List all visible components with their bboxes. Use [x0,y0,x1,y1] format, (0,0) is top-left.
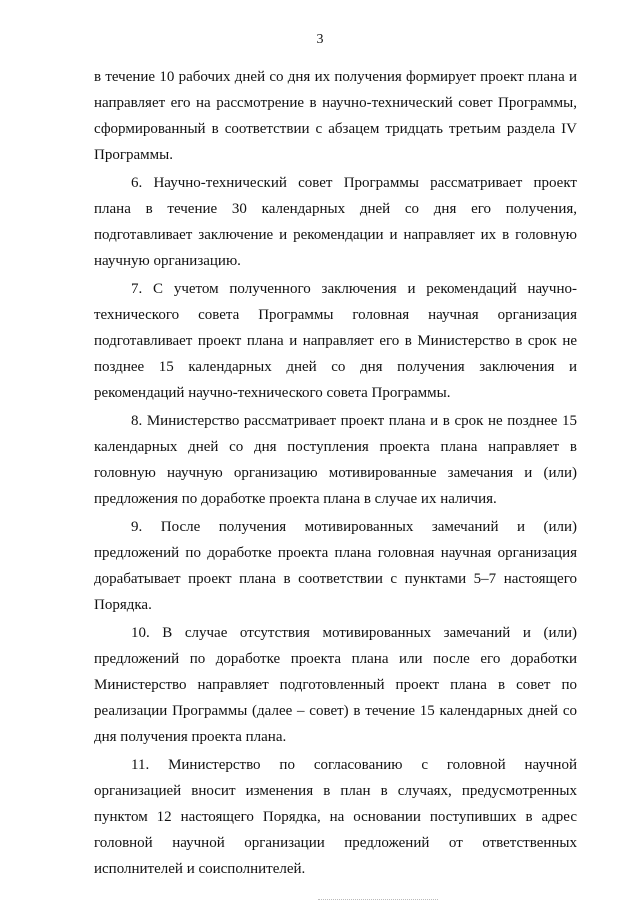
paragraph-item-11: 11. Министерство по согласованию с головной научной организацией вносит изменения в план в случаях, предусмотренных пунктом 12 настоящего Порядка, на основании поступивших в адрес головной научной организации предложений от ответственных исполнителей и соисполнителей. [94,757,577,877]
paragraph-item-6: 6. Научно-технический совет Программы рассматривает проект плана в течение 30 календарных дней со дня его получения, подготавливает заключение и рекомендации и направляет их в головную научную организацию. [94,175,577,269]
page-number: 3 [316,32,324,47]
paragraph-item-8: 8. Министерство рассматривает проект плана и в срок не позднее 15 календарных дней со дня поступления проекта плана направляет в головную научную организацию мотивированные замечания и (или) предложения по доработке проекта плана в случае их наличия. [94,413,577,507]
document-body [94,64,577,882]
paragraph-item-9: 9. После получения мотивированных замечаний и (или) предложений по доработке проекта плана головная научная организация дорабатывает проект плана в соответствии с пунктами 5–7 настоящего Порядка. [94,519,577,613]
paragraph-item-10: 10. В случае отсутствия мотивированных замечаний и (или) предложений по доработке проекта плана или после его доработки Министерство направляет подготовленный проект плана в совет по реализации Программы (далее – совет) в течение 15 календарных дней со дня получения проекта плана. [94,625,577,745]
paragraph-item-7: 7. С учетом полученного заключения и рекомендаций научно-технического совета Программы головная научная организация подготавливает проект плана и направляет его в Министерство в срок не позднее 15 календарных дней со дня получения заключения и рекомендаций научно-технического совета Программы. [94,281,577,401]
scan-edge-mark [318,899,438,902]
paragraph-continuation: в течение 10 рабочих дней со дня их получения формирует проект плана и направляет его на рассмотрение в научно-технический совет Программы, сформированный в соответствии с абзацем тридцать третьим раздела IV Программы. [94,69,577,163]
